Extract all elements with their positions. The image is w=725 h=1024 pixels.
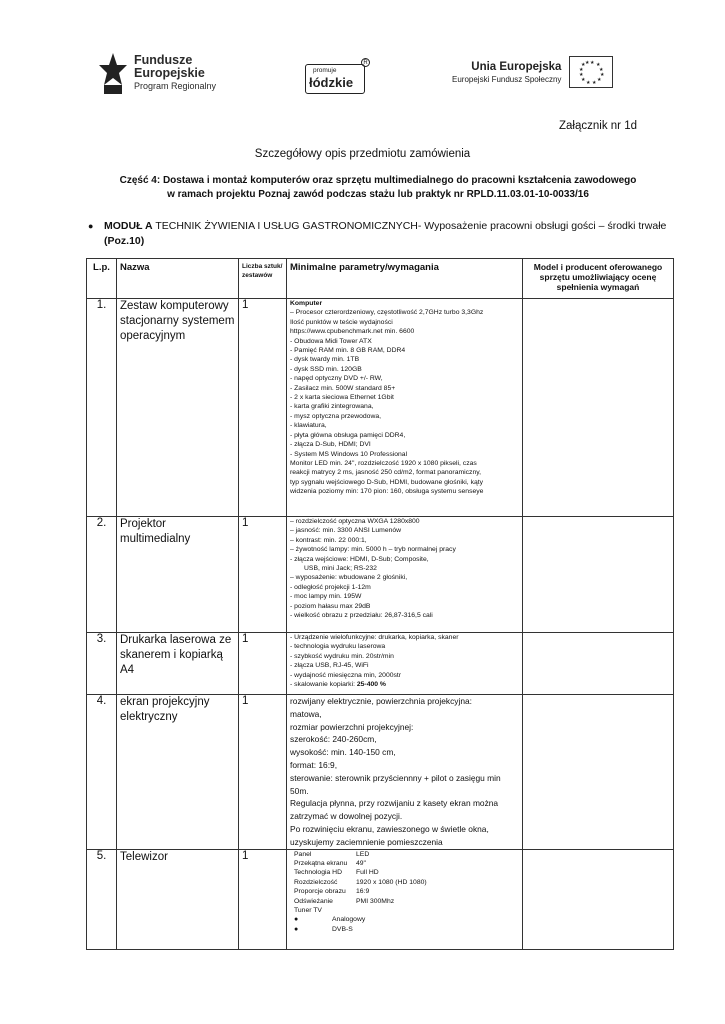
req-line: - wielkość obrazu z przedziału: 26,87-316,5 cali [290,612,433,620]
req-line: – żywotność lampy: min. 5000 h – tryb normalnej pracy [290,546,456,554]
spec-pair: Przekątna ekranu 49'' [294,859,367,867]
req-line: - złącza USB, RJ-45, WiFi [290,662,369,670]
req-line: - Zasilacz min. 500W standard 85+ [290,384,396,392]
fe-line2: Europejskie [134,65,205,80]
bullet-item: ● DVB-S [294,925,353,933]
spec-pair: Rozdzielczość 1920 x 1080 (HD 1080) [294,878,427,886]
row-name: Zestaw komputerowy stacjonarny systemem operacyjnym [117,299,239,517]
row-requirements [287,633,523,695]
req-text: - skalowanie kopiarki: [290,681,357,689]
req-line: - wydajność miesięczna min, 2000str [290,671,402,679]
req-line: - Urządzenie wielofunkcyjne: drukarka, kopiarka, skaner [290,634,459,641]
eu-flag-icon [569,56,613,88]
part-line1: Część 4: Dostawa i montaż komputerów oraz sprzętu multimedialnego do pracowni kształcenia zawodowego [119,175,637,186]
lodz-small: promuje [313,67,337,74]
row-lp: 3. [87,633,117,695]
row-lp: 4. [87,695,117,850]
req-line: sterowanie: sterownik przyściennny + pilot o zasięgu min 50m. [290,772,501,796]
fe-line3: Program Regionalny [134,80,217,91]
annex-label: Załącznik nr 1d [559,120,637,132]
lodz-big: łódzkie [309,75,354,90]
svg-text:★: ★ [600,72,605,78]
header-lp: L.p. [87,259,117,299]
row-name: Projektor multimedialny [117,517,239,633]
row-model [523,695,674,850]
fe-star-icon [98,51,128,95]
row-name: ekran projekcyjny elektryczny [117,695,239,850]
row-model [523,517,674,633]
svg-text:★: ★ [585,60,590,66]
table-row [87,849,674,949]
req-line: - odległość projekcji 1-12m [290,583,371,591]
req-line: – wyposażenie: wbudowane 2 głośniki, [290,574,408,582]
bullet-icon: ● [294,916,299,924]
svg-text:★: ★ [579,67,584,73]
req-line: – rozdzielczość optyczna WXGA 1280x800 [290,518,420,525]
row-requirements [287,695,523,850]
bullet-item: ● Analogowy [294,916,366,924]
registered-icon: R [361,58,370,67]
req-line: rozmiar powierzchni projekcyjnej: [290,721,414,732]
req-line: - dysk SSD min. 120GB [290,365,362,373]
req-line: USB, mini Jack; RS-232 [304,565,377,573]
req-line: typ sygnału wejściowego D-Sub, HDMI, budowane głośniki, kąty [290,478,484,486]
header-model: Model i producent oferowanego sprzętu umożliwiający ocenę spełnienia wymagań [523,259,674,299]
req-line: - płyta główna obsługa pamięci DDR4, [290,431,406,439]
table-row [87,517,674,633]
req-line [290,680,519,689]
svg-text:★: ★ [599,67,604,73]
header-requirements: Minimalne parametry/wymagania [287,259,523,299]
req-line: Monitor LED min. 24", rozdzielczość 1920 x 1080 pikseli, czas [290,459,477,467]
fe-line1: Fundusze [134,52,193,67]
module-text: TECHNIK ŻYWIENIA I USŁUG GASTRONOMICZNYCH- Wyposażenie pracowni obsługi gości – środki trwałe [152,220,667,232]
req-line: matowa, [290,708,322,719]
ue-line1: Unia Europejska [471,60,562,73]
req-line: Regulacja płynna, przy rozwijaniu z kasety ekran można zatrzymać w dowolnej pozycji. [290,798,499,822]
row-requirements [287,849,523,949]
svg-text:★: ★ [581,77,586,83]
req-line: - klawiatura, [290,422,327,430]
module-pos: (Poz.10) [104,235,145,247]
module-heading [88,219,678,249]
row-model [523,299,674,517]
svg-text:★: ★ [590,60,595,66]
req-line: format: 16:9, [290,759,338,770]
row-qty: 1 [239,299,287,517]
specification-table [86,258,674,950]
req-line: – Procesor czterordzeniowy, częstotliwość 2,7GHz turbo 3,3Ghz [290,309,484,317]
row-requirements [287,517,523,633]
row-lp: 1. [87,299,117,517]
row-requirements [287,299,523,517]
req-line: Ilość punktów w teście wydajności [290,318,393,326]
header-name: Nazwa [117,259,239,299]
table-row [87,695,674,850]
spec-pair: Panel LED [294,850,370,858]
row-name: Telewizor [117,849,239,949]
req-line: - poziom hałasu max 29dB [290,602,371,610]
bullet-icon: ● [294,925,299,933]
req-line: – jasność: min. 3300 ANSI Lumenów [290,527,402,535]
row-qty: 1 [239,849,287,949]
req-line: - 2 x karta sieciowa Ethernet 1Gbit [290,394,394,402]
svg-text:★: ★ [596,62,601,68]
fundusze-europejskie-logo [98,50,216,96]
row-model [523,849,674,949]
req-line: - Obudowa Midi Tower ATX [290,337,372,345]
req-line: https://www.cpubenchmark.net min. 6600 [290,328,415,336]
row-qty: 1 [239,517,287,633]
req-line: - Pamięć RAM min. 8 GB RAM, DDR4 [290,347,406,355]
spec-pair: Odświeżanie PMI 300Mhz [294,897,395,905]
req-line: - napęd optyczny DVD +/- RW, [290,375,383,383]
promuje-lodzkie-logo [305,58,369,94]
req-line: widzenia poziomy min: 170 pion: 160, obsługa systemu senseye [290,488,484,496]
spec-pair: Tuner TV [294,907,322,914]
unia-europejska-logo [452,56,613,88]
req-line: reakcji matrycy 2 ms, jasność 250 cd/m2, format panoramiczny, [290,469,482,477]
svg-text:★: ★ [592,80,597,86]
spec-pair: Proporcje obrazu 16:9 [294,888,370,896]
row-qty: 1 [239,633,287,695]
row-name: Drukarka laserowa ze skanerem i kopiarką A4 [117,633,239,695]
req-line: Po rozwinięciu ekranu, zawieszonego w świetle okna, uzyskujemy zaciemnienie pomieszczenia [290,823,489,847]
req-line: - szybkość wydruku min. 20str/min [290,652,394,660]
svg-text:★: ★ [597,77,602,83]
bullet-icon: ● [88,221,94,231]
svg-text:★: ★ [581,62,586,68]
table-row [87,633,674,695]
req-line: - moc lampy min. 195W [290,593,362,601]
row-lp: 5. [87,849,117,949]
req-value: 25-400 % [356,681,386,689]
row-lp: 2. [87,517,117,633]
req-line: szerokość: 240-260cm, [290,734,377,745]
req-line: wysokość: min. 140-150 cm, [290,747,396,758]
svg-text:★: ★ [579,72,584,78]
req-line: - mysz optyczna przewodowa, [290,412,382,420]
req-line: - złącza wejściowe: HDMI, D-Sub; Composite, [290,555,429,563]
req-line: - złącza D-Sub, HDMI; DVI [290,441,371,449]
part-line2: w ramach projektu Poznaj zawód podczas stażu lub praktyk nr RPLD.11.03.01-10-0033/16 [167,189,589,200]
table-row [87,299,674,517]
spec-pair: Technologia HD Full HD [294,869,379,877]
module-label: MODUŁ A [104,220,153,232]
req-line: rozwijany elektrycznie, powierzchnia projekcyjna: [290,696,473,706]
req-line: Komputer [290,300,323,307]
header-qty: Liczba sztuk/ zestawów [239,259,287,299]
req-line: - dysk twardy min. 1TB [290,356,360,364]
req-line: – kontrast: min. 22 000:1, [290,536,367,544]
part-description [88,174,668,202]
req-line: - System MS Windows 10 Professional [290,450,408,458]
document-title: Szczegółowy opis przedmiotu zamówienia [254,148,471,160]
req-line: - technologia wydruku laserowa [290,643,386,651]
svg-text:★: ★ [586,80,591,86]
row-qty: 1 [239,695,287,850]
req-line: - karta grafiki zintegrowana, [290,403,374,411]
row-model [523,633,674,695]
ue-line2: Europejski Fundusz Społeczny [452,74,562,84]
